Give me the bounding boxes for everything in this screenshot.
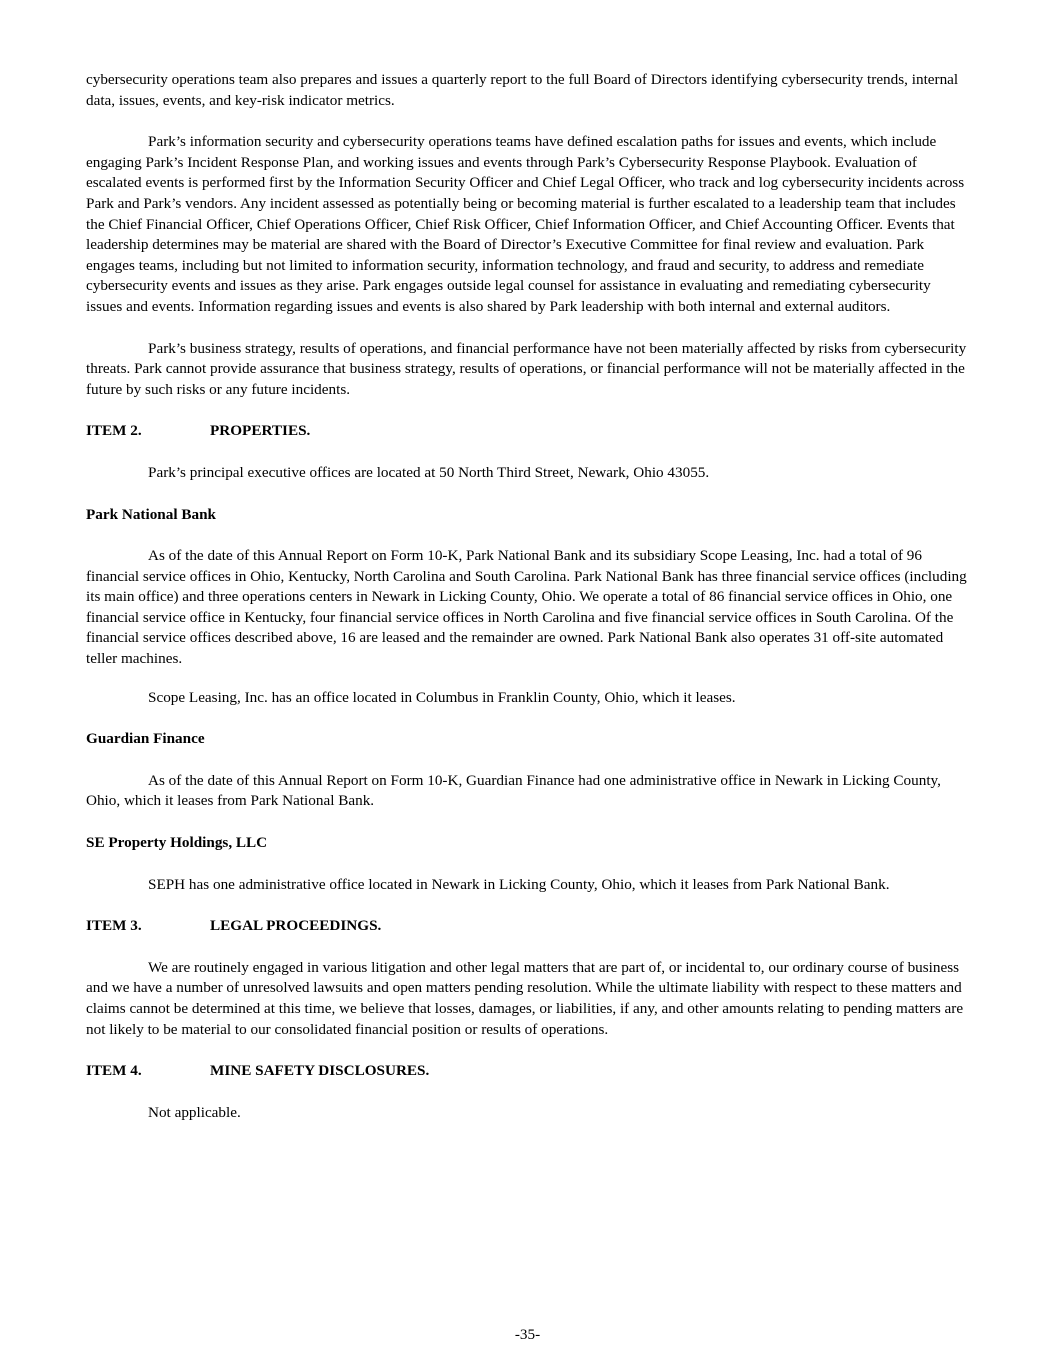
item-3-number: ITEM 3. — [86, 917, 142, 935]
paragraph-not-applicable: Not applicable. — [148, 1103, 241, 1121]
paragraph-guardian-finance: As of the date of this Annual Report on Form 10-K, Guardian Finance had one administrative office in Newark in Licking County, Ohio, which it leases from Park National Bank. — [86, 771, 941, 810]
document-body — [86, 70, 970, 1144]
item-4-number: ITEM 4. — [86, 1062, 142, 1080]
item-3-title: LEGAL PROCEEDINGS. — [210, 917, 382, 935]
paragraph-executive-offices: Park’s principal executive offices are located at 50 North Third Street, Newark, Ohio 43055. — [148, 463, 710, 481]
paragraph-escalation-paths: Park’s information security and cybersecurity operations teams have defined escalation paths for issues and events, which include engaging Park’s Incident Response Plan, and working issues and events through Park’s Cybersecurity Response Playbook. Evaluation of escalated events is performed first by the Information Security Officer and Chief Legal Officer, who track and log cybersecurity incidents across Park and Park’s vendors. Any incident assessed as potentially being or becoming material is further escalated to a leadership team that includes the Chief Financial Officer, Chief Operations Officer, Chief Risk Officer, Chief Information Officer, and Chief Accounting Officer. Events that leadership determines may be material are shared with the Board of Director’s Executive Committee for final review and evaluation. Park engages teams, including but not limited to information security, information technology, and fraud and security, to address and remediate cybersecurity events and issues as they arise. Park engages outside legal counsel for assistance in evaluating and remediating cybersecurity issues and events. Information regarding issues and events is also shared by Park leadership with both internal and external auditors. — [86, 133, 965, 315]
item-2-number: ITEM 2. — [86, 422, 142, 440]
page-number: -35- — [514, 1326, 541, 1343]
guardian-finance-heading: Guardian Finance — [86, 730, 205, 748]
paragraph-seph: SEPH has one administrative office located in Newark in Licking County, Ohio, which it leases from Park National Bank. — [148, 875, 890, 893]
paragraph-scope-leasing: Scope Leasing, Inc. has an office located in Columbus in Franklin County, Ohio, which it leases. — [148, 688, 736, 706]
park-national-bank-heading: Park National Bank — [86, 505, 216, 523]
item-2-heading — [86, 421, 970, 442]
item-2-title: PROPERTIES. — [210, 422, 311, 440]
paragraph-legal-proceedings: We are routinely engaged in various litigation and other legal matters that are part of, or incidental to, our ordinary course of business and we have a number of unresolved lawsuits and open matters pending resolution. While the ultimate liability with respect to these matters and claims cannot be determined at this time, we believe that losses, damages, or liabilities, if any, and other amounts relating to pending matters are not likely to be material to our consolidated financial position or results of operations. — [86, 958, 964, 1038]
item-4-title: MINE SAFETY DISCLOSURES. — [210, 1062, 430, 1080]
paragraph-business-strategy: Park’s business strategy, results of operations, and financial performance have not been materially affected by risks from cybersecurity threats. Park cannot provide assurance that business strategy, results of operations, or financial performance will not be materially affected in the future by such risks or any future incidents. — [86, 339, 967, 398]
item-3-heading — [86, 916, 970, 937]
paragraph-cybersecurity-continuation: cybersecurity operations team also prepares and issues a quarterly report to the full Board of Directors identifying cybersecurity trends, internal data, issues, events, and key-risk indicator metrics. — [86, 71, 959, 109]
item-4-heading — [86, 1061, 970, 1082]
paragraph-park-national-bank-offices: As of the date of this Annual Report on Form 10-K, Park National Bank and its subsidiary Scope Leasing, Inc. had a total of 96 financial service offices in Ohio, Kentucky, North Carolina and South Carolina. Park National Bank has three financial service offices (including its main office) and three operations centers in Newark in Licking County, Ohio. We operate a total of 86 financial service offices in Ohio, one financial service office in Kentucky, four financial service offices in North Carolina and five financial service offices in South Carolina. Of the financial service offices described above, 16 are leased and the remainder are owned. Park National Bank also operates 31 off-site automated teller machines. — [86, 547, 967, 668]
se-property-heading: SE Property Holdings, LLC — [86, 834, 268, 852]
